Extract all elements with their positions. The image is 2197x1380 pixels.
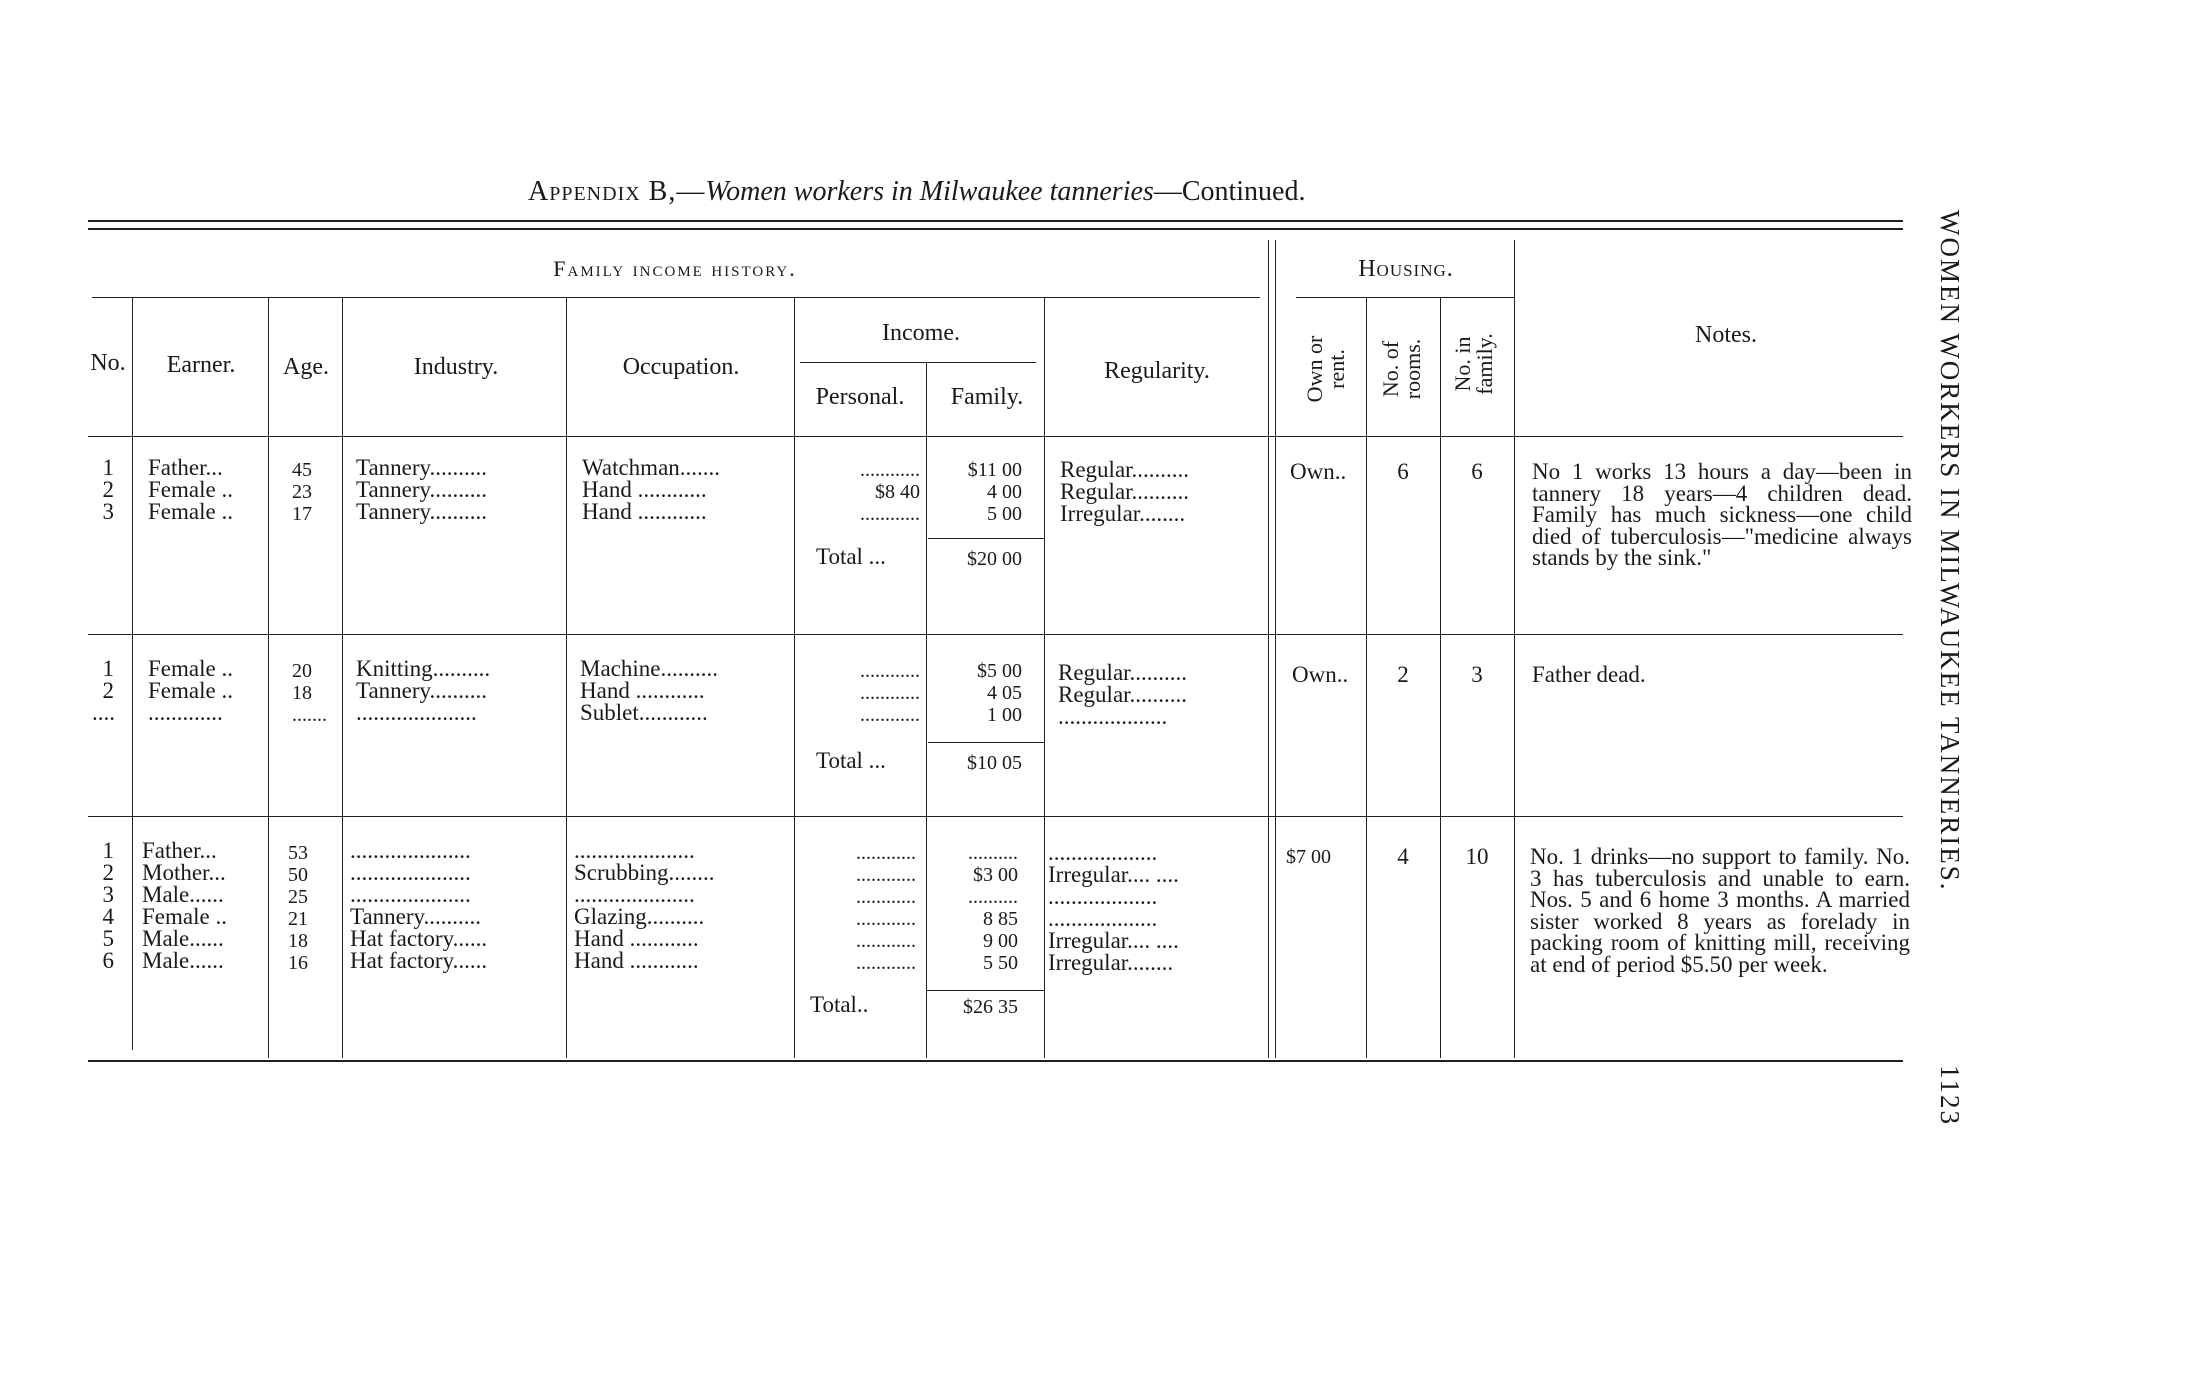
top-rule [88,220,1903,222]
housing-rule [1296,297,1514,298]
age-cell: 45 23 17 [292,459,312,525]
col-header-age: Age. [283,354,329,380]
industry-cell: ..................... ..................... ..................... Tannery.......... Hat factory...... Hat factory...... [350,838,488,973]
title-prefix: Appendix B,— [528,176,706,207]
age-cell: 53 50 25 21 18 16 [288,842,308,974]
earner-cell: Female .. Female .. ............. [148,656,233,725]
in-family-cell: 6 [1471,459,1483,484]
rooms-cell: 2 [1397,662,1409,687]
total-rule [926,990,1044,991]
title-suffix: —Continued. [1153,176,1306,207]
row-numbers: 1 2 .... [92,656,115,725]
row-numbers: 1 2 3 4 5 6 [102,838,114,973]
personal-income-cell: ............ $8 40 ............ [860,459,920,525]
col-header-personal: Personal. [815,384,905,410]
earner-cell: Father... Mother... Male...... Female .. Male...... Male...... [142,838,227,973]
top-rule-2 [88,228,1903,230]
personal-income-cell: ............ ............ ............ [860,660,920,726]
total-value: $10 05 [967,752,1022,774]
total-value: $20 00 [967,548,1022,570]
occupation-cell: Machine.......... Hand ............ Sublet............ [580,656,718,725]
col-rule [1514,240,1515,1058]
rooms-cell: 4 [1397,844,1409,869]
in-family-cell: 10 [1465,844,1489,869]
total-value: $26 35 [963,996,1018,1018]
total-rule [928,742,1044,743]
industry-cell: Knitting.......... Tannery.......... ..................... [356,656,491,725]
col-rule [268,298,269,1058]
own-or-rent-cell: Own.. [1290,459,1347,484]
group-separator [88,816,1903,817]
own-or-rent-cell: Own.. [1292,662,1349,687]
col-header-industry: Industry. [413,354,499,380]
group-separator [88,634,1903,635]
notes-cell: No 1 works 13 hours a day—been in tannery 18 years—4 children dead. Family has much sickness—one child died of tuberculosis—"medicine always stands by the sink." [1532,459,1912,570]
page-title [528,176,1305,208]
col-rule [1275,240,1276,1058]
title-italic: Women workers in Milwaukee tanneries [705,176,1154,207]
in-family-cell: 3 [1471,662,1483,687]
housing-header: Housing. [1358,256,1454,282]
col-rule [1268,240,1269,1058]
occupation-cell: Watchman....... Hand ............ Hand ............ [582,455,721,524]
own-or-rent-cell: $7 00 [1286,846,1331,868]
occupation-cell: ..................... Scrubbing........ ..................... Glazing.......... Hand ............ Hand ............ [574,838,715,973]
header-bottom-rule [88,436,1903,437]
col-header-income: Income. [882,320,960,346]
col-rule [1044,298,1045,1058]
personal-income-cell: ............ ............ ............ ............ ............ ............ [856,842,916,974]
col-header-own-or-rent: Own or rent. [1302,335,1349,403]
col-rule [566,298,567,1058]
family-income-cell: $11 00 4 00 5 00 [967,459,1022,525]
rooms-cell: 6 [1397,459,1409,484]
col-header-notes: Notes. [1695,322,1757,348]
regularity-cell: Regular.......... Regular.......... Irregular........ [1060,457,1190,526]
col-header-family: Family. [950,384,1024,410]
notes-cell: No. 1 drinks—no support to family. No. 3 has tuberculosis and unable to earn. Nos. 5 and 6 home 3 months. A married sister worked 8 years as forelady in packing room of knitting mill, receiving at end of period $5.50 per week. [1530,844,1910,977]
col-header-no: No. [90,350,126,376]
total-label: Total.. [810,992,869,1017]
age-cell: 20 18 ....... [292,660,327,726]
col-header-occupation: Occupation. [622,354,740,380]
page-number: 1123 [1935,1065,1965,1126]
bottom-rule [88,1060,1903,1062]
regularity-cell: ................... Irregular.... .... ................... ................... Irregular.... .... Irregular........ [1048,840,1179,975]
col-rule [132,298,133,1050]
notes-cell: Father dead. [1532,662,1646,687]
industry-cell: Tannery.......... Tannery.......... Tannery.......... [356,455,488,524]
col-rule [926,362,927,1058]
row-numbers: 1 2 3 [102,455,114,524]
col-rule [342,298,343,1058]
total-rule [928,538,1044,539]
family-income-history-header: Family income history. [553,256,797,281]
col-header-no-in-family: No. in family. [1450,333,1497,395]
family-income-cell: $5 00 4 05 1 00 [977,660,1022,726]
total-label: Total ... [816,544,886,569]
earner-cell: Father... Female .. Female .. [148,455,233,524]
col-header-no-of-rooms: No. of rooms. [1378,338,1425,400]
regularity-cell: Regular.......... Regular.......... ................... [1058,660,1188,729]
col-header-earner: Earner. [166,352,236,378]
family-income-cell: .......... $3 00 .......... 8 85 9 00 5 50 [968,842,1018,974]
income-rule [800,362,1036,363]
col-header-regularity: Regularity. [1104,358,1210,384]
side-running-header: WOMEN WORKERS IN MILWAUKEE TANNERIES. [1935,210,1965,892]
total-label: Total ... [816,748,886,773]
